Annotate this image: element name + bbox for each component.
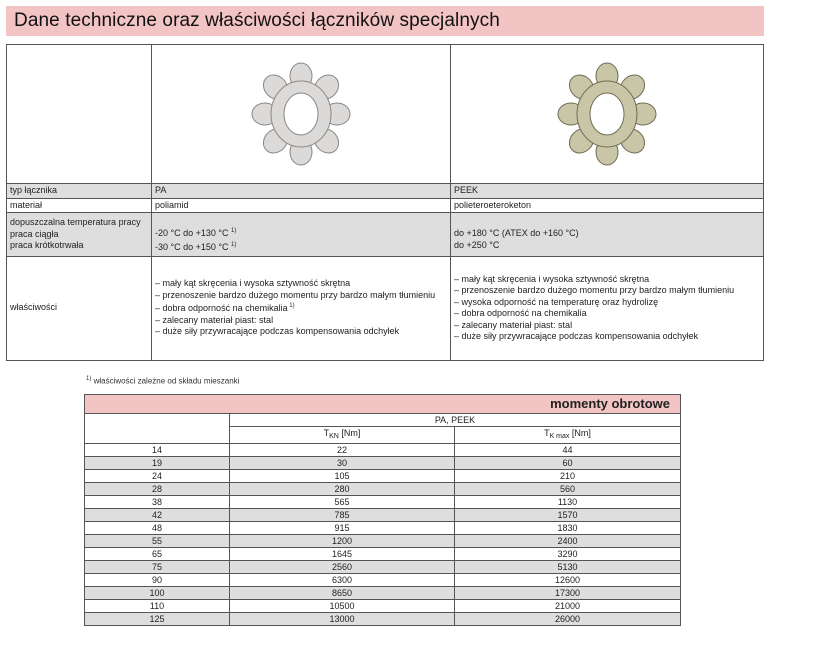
gear-hole — [284, 93, 318, 135]
temp-pa-short: -30 °C do +150 °C $^{1)}$ — [155, 241, 237, 252]
tkn-cell: 915 — [230, 522, 455, 535]
temp-pa-continuous: -20 °C do +130 °C $^{1)}$ — [155, 228, 237, 239]
footnote-marker: 1) — [86, 376, 92, 382]
torque-header-empty — [85, 395, 230, 414]
empty-cell — [7, 45, 152, 184]
property-item: – przenoszenie bardzo dużego momentu przy bardzo małym tłumieniu — [454, 285, 760, 297]
tkn-cell: 565 — [230, 496, 455, 509]
tkn-cell: 785 — [230, 509, 455, 522]
property-item: – dobra odporność na chemikalia — [454, 308, 760, 320]
temperature-row — [7, 213, 764, 257]
table-row — [85, 535, 681, 548]
tkmax-cell: 1570 — [455, 509, 681, 522]
image-row — [7, 45, 764, 184]
properties-pa-list — [155, 278, 447, 338]
size-cell: 110 — [85, 600, 230, 613]
tkmax-cell: 2400 — [455, 535, 681, 548]
table-row — [85, 574, 681, 587]
table-row — [85, 496, 681, 509]
title-bar — [6, 6, 764, 36]
tkmax-cell: 60 — [455, 457, 681, 470]
table-row — [85, 561, 681, 574]
torque-size-header — [85, 414, 230, 444]
tkmax-cell: 17300 — [455, 587, 681, 600]
tkn-header: $T_{KN}$ [Nm] — [230, 427, 455, 444]
property-item: – duże siły przywracające podczas kompensowania odchyłek — [454, 331, 760, 343]
type-peek: PEEK — [451, 184, 764, 199]
tkmax-cell: 560 — [455, 483, 681, 496]
torque-header: momenty obrotowe — [230, 395, 681, 414]
table-row — [85, 444, 681, 457]
table-row — [85, 548, 681, 561]
size-cell: 100 — [85, 587, 230, 600]
tkn-cell: 6300 — [230, 574, 455, 587]
property-item: – wysoka odporność na temperaturę oraz hydrolizę — [454, 297, 760, 309]
size-cell: 42 — [85, 509, 230, 522]
tkmax-cell: 3290 — [455, 548, 681, 561]
size-cell: 14 — [85, 444, 230, 457]
tkmax-cell: 5130 — [455, 561, 681, 574]
page-title: Dane techniczne oraz właściwości łączników specjalnych — [14, 10, 500, 31]
torque-group-row — [85, 414, 681, 427]
tkn-cell: 13000 — [230, 613, 455, 626]
size-cell: 48 — [85, 522, 230, 535]
pa-image-cell — [152, 45, 451, 184]
properties-peek — [451, 256, 764, 360]
torque-table — [84, 394, 681, 626]
gear-spider-icon — [246, 59, 356, 169]
property-item: – duże siły przywracające podczas kompensowania odchyłek — [155, 326, 447, 338]
property-item: – dobra odporność na chemikalia $^{1)}$ — [155, 301, 447, 315]
tkmax-cell: 44 — [455, 444, 681, 457]
size-cell: 55 — [85, 535, 230, 548]
tkmax-cell: 1830 — [455, 522, 681, 535]
properties-peek-list — [454, 274, 760, 343]
tkmax-cell: 210 — [455, 470, 681, 483]
property-item: – mały kąt skręcenia i wysoka sztywność skrętna — [454, 274, 760, 286]
tkn-cell: 2560 — [230, 561, 455, 574]
torque-body — [85, 444, 681, 626]
table-row — [85, 613, 681, 626]
temperature-pa — [152, 213, 451, 257]
table-row — [85, 587, 681, 600]
size-cell: 75 — [85, 561, 230, 574]
tkn-cell: 22 — [230, 444, 455, 457]
property-item: – przenoszenie bardzo dużego momentu przy bardzo małym tłumieniu — [155, 290, 447, 302]
size-cell: 19 — [85, 457, 230, 470]
tkn-cell: 1645 — [230, 548, 455, 561]
property-item: – zalecany materiał piast: stal — [155, 315, 447, 327]
gear-spider-icon — [552, 59, 662, 169]
table-row — [85, 600, 681, 613]
size-cell: 28 — [85, 483, 230, 496]
footnote-marker: 1) — [287, 303, 295, 310]
type-row — [7, 184, 764, 199]
tkmax-header: $T_{K max}$ [Nm] — [455, 427, 681, 444]
footnote-text: właściwości zależne od składu mieszanki — [93, 376, 240, 386]
tkmax-cell: 12600 — [455, 574, 681, 587]
tkn-cell: 10500 — [230, 600, 455, 613]
tkn-cell: 30 — [230, 457, 455, 470]
temperature-label-line: dopuszczalna temperatura pracy — [10, 217, 141, 227]
table-row — [85, 483, 681, 496]
torque-header-row — [85, 395, 681, 414]
size-cell: 24 — [85, 470, 230, 483]
material-label: materiał — [7, 198, 152, 213]
property-item: – zalecany materiał piast: stal — [454, 320, 760, 332]
properties-row — [7, 256, 764, 360]
type-pa: PA — [152, 184, 451, 199]
properties-pa — [152, 256, 451, 360]
material-pa: poliamid — [152, 198, 451, 213]
table-row — [85, 457, 681, 470]
tkn-cell: 1200 — [230, 535, 455, 548]
gear-hole — [590, 93, 624, 135]
table-row — [85, 509, 681, 522]
footnote-marker: 1) — [231, 241, 237, 248]
table-row — [85, 470, 681, 483]
size-cell: 90 — [85, 574, 230, 587]
type-label: typ łącznika — [7, 184, 152, 199]
footnote — [86, 376, 239, 386]
footnote-marker: 1) — [231, 228, 237, 235]
temperature-continuous-label: praca ciągła — [10, 228, 59, 239]
property-item: – mały kąt skręcenia i wysoka sztywność skrętna — [155, 278, 447, 290]
temperature-peek — [451, 213, 764, 257]
tkn-cell: 280 — [230, 483, 455, 496]
tkn-cell: 105 — [230, 470, 455, 483]
spec-table — [6, 44, 764, 361]
material-row — [7, 198, 764, 213]
properties-label: właściwości — [7, 256, 152, 360]
tkn-cell: 8650 — [230, 587, 455, 600]
material-peek: polieteroeteroketon — [451, 198, 764, 213]
size-cell: 38 — [85, 496, 230, 509]
table-row — [85, 522, 681, 535]
temp-peek-short: do +250 °C — [454, 239, 500, 250]
tkmax-cell: 1130 — [455, 496, 681, 509]
tkmax-cell: 26000 — [455, 613, 681, 626]
temp-peek-continuous: do +180 °C (ATEX do +160 °C) — [454, 228, 579, 239]
peek-image-cell — [451, 45, 764, 184]
size-cell: 125 — [85, 613, 230, 626]
temperature-label — [7, 213, 152, 257]
temperature-short-label: praca krótkotrwała — [10, 240, 84, 250]
tkmax-cell: 21000 — [455, 600, 681, 613]
size-cell: 65 — [85, 548, 230, 561]
torque-group: PA, PEEK — [230, 414, 681, 427]
